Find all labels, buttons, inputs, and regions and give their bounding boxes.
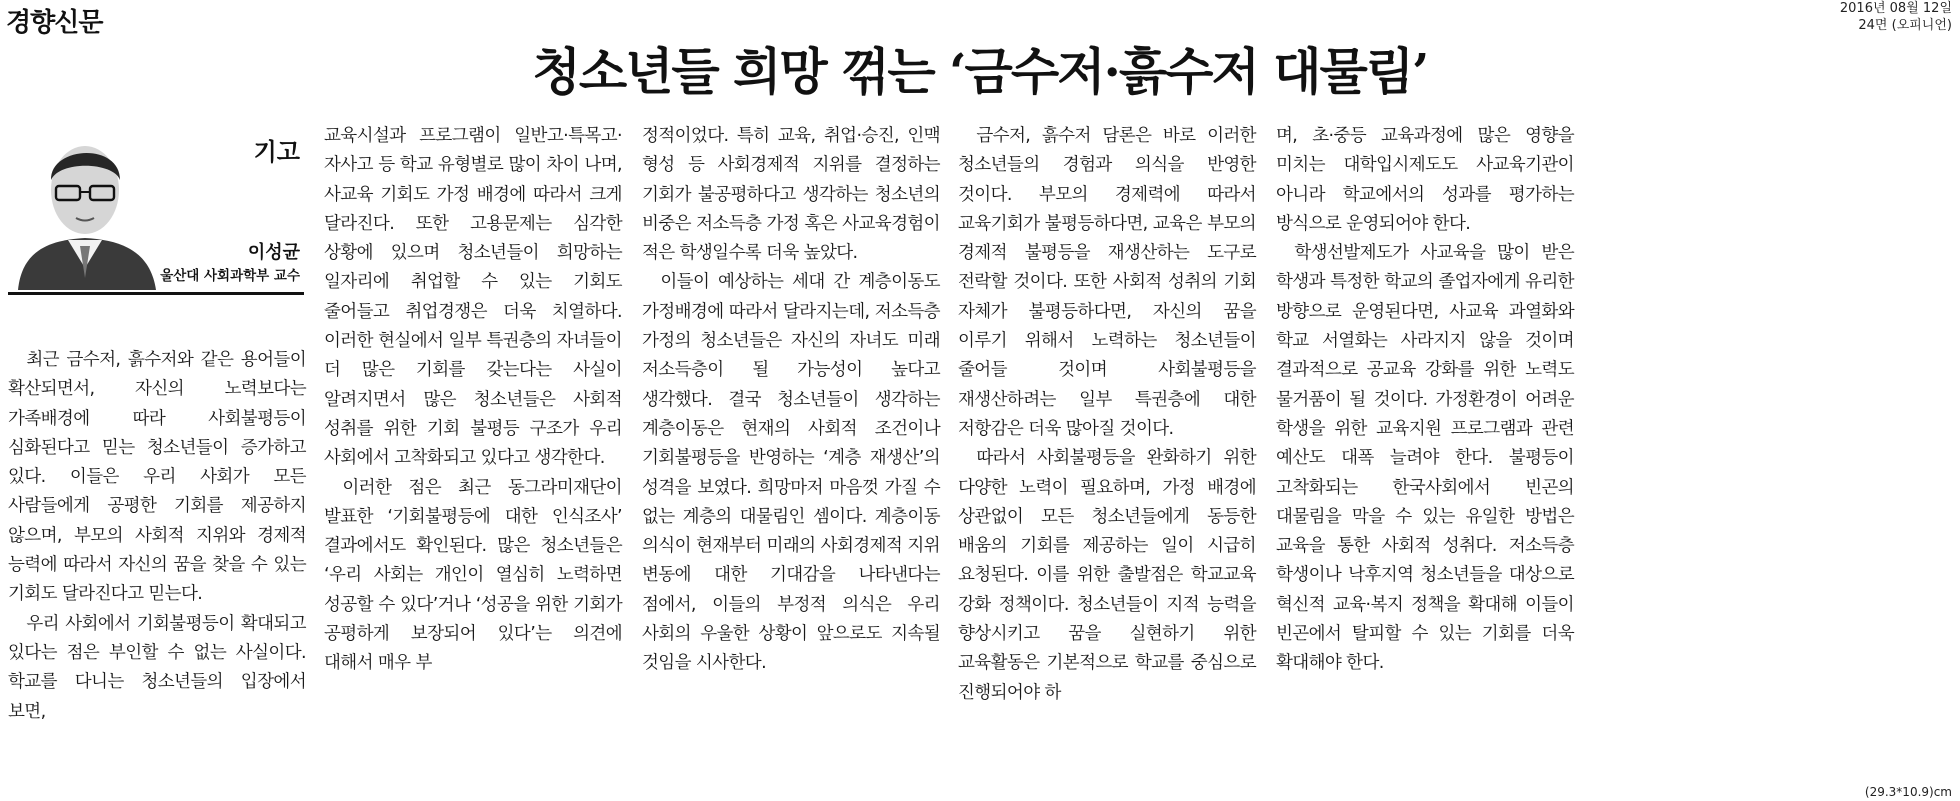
size-note: (29.3*10.9)cm <box>1864 785 1952 799</box>
article-paragraph: 최근 금수저, 흙수저와 같은 용어들이 확산되면서, 자신의 노력보다는 가족배경에 따라 사회불평등이 심화된다고 믿는 청소년들이 증가하고 있다. 이들은 우리 사회가 모든 사람들에게 공평한 기회를 제공하지 않으며, 부모의 사회적 지위와 경제적 능력에 따라서 자신의 꿈을 찾을 수 있는 기회도 달라진다고 믿는다. <box>8 350 306 605</box>
article-paragraph: 학생선발제도가 사교육을 많이 받은 학생과 특정한 학교의 졸업자에게 유리한 방향으로 운영된다면, 사교육 과열화와 학교 서열화는 사라지지 않을 것이며 결과적으로 공교육 강화를 위한 노력도 물거품이 될 것이다. 가정환경이 어려운 학생을 위한 교육지원 프로그램과 관련 예산도 대폭 늘려야 한다. 불평등이 고착화되는 한국사회에서 빈곤의 대물림을 막을 수 있는 유일한 방법은 교육을 통한 사회적 성취다. 저소득층 학생이나 낙후지역 청소년들을 대상으로 혁신적 교육·복지 정책을 확대해 이들이 빈곤에서 탈피할 수 있는 기회를 더욱 확대해야 한다. <box>1276 243 1574 674</box>
article-headline: 청소년들 희망 꺾는 ‘금수저·흙수저 대물림’ <box>532 42 1428 101</box>
article-paragraph: 이들이 예상하는 세대 간 계층이동도 가정배경에 따라서 달라지는데, 저소득층 가정의 청소년들은 자신의 자녀도 미래 저소득층이 될 가능성이 높다고 생각했다. 결국 청소년들이 생각하는 계층이동은 현재의 사회적 조건이나 기회불평등을 반영하는 ‘계층 재생산’의 성격을 보였다. 희망마저 마음껏 가질 수 없는 계층의 대물림인 셈이다. 계층이동 의식이 현재부터 미래의 사회경제적 지위 변동에 대한 기대감을 나타낸다는 점에서, 이들의 부정적 의식은 우리 사회의 우울한 상황이 앞으로도 지속될 것임을 시사한다. <box>642 272 940 674</box>
article-column-1 <box>8 346 306 727</box>
author-affiliation: 울산대 사회과학부 교수 <box>160 268 300 284</box>
issue-date: 2016년 08월 12일 <box>1839 1 1952 16</box>
article-paragraph: 이러한 점은 최근 동그라미재단이 발표한 ‘기회불평등에 대한 인식조사’ 결과에서도 확인된다. 많은 청소년들은 ‘우리 사회는 개인이 열심히 노력하면 성공할 수 있다’거나 ‘성공을 위한 기회가 공평하게 보장되어 있다’는 의견에 대해서 매우 부 <box>324 477 622 674</box>
article-paragraph: 금수저, 흙수저 담론은 바로 이러한 청소년들의 경험과 의식을 반영한 것이다. 부모의 경제력에 따라서 교육기회가 불평등하다면, 교육은 부모의 경제적 불평등을 재생산하는 도구로 전락할 것이다. 또한 사회적 성취의 기회 자체가 불평등하다면, 자신의 꿈을 이루기 위해서 노력하는 청소년들이 줄어들 것이며 사회불평등을 재생산하려는 일부 특권층에 대한 저항감은 더욱 많아질 것이다. <box>958 126 1256 439</box>
article-column-4 <box>958 122 1256 708</box>
article-paragraph: 따라서 사회불평등을 완화하기 위한 다양한 노력이 필요하며, 가정 배경에 상관없이 모든 청소년들에게 동등한 배움의 기회를 제공하는 일이 시급히 요청된다. 이를 위한 출발점은 학교교육 강화 정책이다. 청소년들이 지적 능력을 향상시키고 꿈을 실현하기 위한 교육활동은 기본적으로 학교를 중심으로 진행되어야 하 <box>958 448 1256 703</box>
article-paragraph: 정적이었다. 특히 교육, 취업·승진, 인맥 형성 등 사회경제적 지위를 결정하는 기회가 불공평하다고 생각하는 청소년의 비중은 저소득층 가정 혹은 사교육경험이 적은 학생일수록 더욱 높았다. <box>642 126 940 264</box>
page-number: 24면 (오피니언) <box>1858 18 1952 33</box>
article-paragraph: 교육시설과 프로그램이 일반고·특목고·자사고 등 학교 유형별로 많이 차이 나며, 사교육 기회도 가정 배경에 따라서 크게 달라진다. 또한 고용문제는 심각한 상황에 있으며 청소년들이 희망하는 일자리에 취업할 수 있는 기회도 줄어들고 취업경쟁은 더욱 치열하다. 이러한 현실에서 일부 특권층의 자녀들이 더 많은 기회를 갖는다는 사실이 알려지면서 많은 청소년들은 사회적 성취를 위한 기회 불평등 구조가 우리 사회에서 고착화되고 있다고 생각한다. <box>324 126 622 469</box>
article-paragraph: 우리 사회에서 기회불평등이 확대되고 있다는 점은 부인할 수 없는 사실이다. 학교를 다니는 청소년들의 입장에서 보면, <box>8 613 306 722</box>
article-paragraph: 며, 초·중등 교육과정에 많은 영향을 미치는 대학입시제도도 사교육기관이 아니라 학교에서의 성과를 평가하는 방식으로 운영되어야 한다. <box>1276 126 1574 234</box>
byline-box <box>8 122 304 295</box>
author-name: 이성균 <box>247 242 300 263</box>
dateline <box>1840 0 1952 34</box>
article-column-5 <box>1276 122 1574 679</box>
section-label: 기고 <box>253 138 300 166</box>
article-column-2 <box>324 122 622 679</box>
newspaper-masthead: 경향신문 <box>6 8 103 38</box>
author-portrait-icon <box>10 128 160 290</box>
article-column-3 <box>642 122 940 679</box>
